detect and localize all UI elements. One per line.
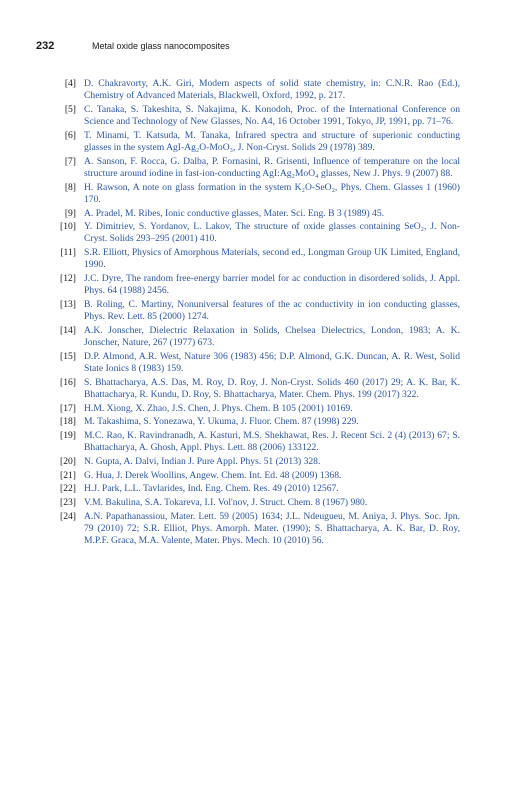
reference-number: [4] [64,78,76,89]
page-number: 232 [36,40,55,52]
reference-item [40,416,460,428]
reference-number: [13] [60,298,76,310]
running-head [36,40,496,54]
reference-list [40,78,460,549]
reference-text[interactable]: T. Minami, T. Katsuda, M. Tanaka, Infrared spectra and structure of superionic conducting glasses in the system AgI-Ag₂O-MoO₃, J. Non-Cryst. Solids 29 (1978) 389. [84,129,460,154]
reference-text[interactable]: N. Gupta, A. Dalvi, Indian J. Pure Appl. Phys. 51 (2013) 328. [84,455,321,467]
reference-item [40,325,460,349]
reference-text[interactable]: H.M. Xiong, X. Zhao, J.S. Chen, J. Phys. Chem. B 105 (2001) 10169. [84,402,353,414]
reference-text[interactable]: M. Takashima, S. Yonezawa, Y. Ukuma, J. Fluor. Chem. 87 (1998) 229. [84,416,359,428]
reference-item [40,511,460,548]
reference-item [40,247,460,271]
reference-number: [11] [60,247,76,259]
reference-text[interactable]: C. Tanaka, S. Takeshita, S. Nakajima, K. Konodoh, Proc. of the International Conference on Science and Technology of New Glasses, No. A4, 16 October 1991, Tokyo, JP, 1991, pp. 71–76. [84,103,460,128]
reference-text[interactable]: D.P. Almond, A.R. West, Nature 306 (1983) 456; D.P. Almond, G.K. Duncan, A. R. West, Solid State Ionics 8 (1983) 159. [84,350,460,374]
reference-text[interactable]: A. Sanson, F. Rocca, G. Dalba, P. Fornasini, R. Grisenti, Influence of temperature on the local structure around iodine in fast-ion-conducting AgI:Ag₂MoO₄ glasses, New J. Phys. 9 (2007) 88. [84,155,460,179]
reference-text[interactable]: B. Roling, C. Martiny, Nonuniversal features of the ac conductivity in ion conducting glasses, Phys. Rev. Lett. 85 (2000) 1274. [84,298,460,323]
reference-number: [18] [60,416,76,428]
reference-item [40,130,460,154]
reference-number: [10] [60,221,76,233]
reference-item [40,403,460,415]
reference-item [40,221,460,245]
reference-text[interactable]: A.N. Papathanassiou, Mater. Lett. 59 (2005) 1634; J.L. Ndeugueu, M. Aniya, J. Phys. Soc. Jpn. 79 (2010) 72; S.R. Elliot, Phys. Amorph. Mater. (1990); S. Bhattacharya, A. K. Bar, D. Roy, M.P.F. Graca, M.A. Valente, Mater. Phys. Mech. 10 (2010) 56. [84,510,460,547]
reference-text[interactable]: M.C. Rao, K. Ravindranadh, A. Kasturi, M.S. Shekhawat, Res. J. Recent Sci. 2 (4) (2013) 67; S. Bhattacharya, A. Ghosh, Appl. Phys. Lett. 88 (2006) 133122. [84,429,460,454]
reference-number: [16] [60,376,76,388]
reference-item [40,470,460,482]
reference-item [40,430,460,454]
reference-item [40,156,460,180]
reference-number: [19] [60,429,76,441]
reference-text[interactable]: H. Rawson, A note on glass formation in the system K₂O-SeO₂, Phys. Chem. Glasses 1 (1960) 170. [84,181,460,205]
reference-number: [22] [60,483,76,495]
reference-number: [6] [64,129,76,141]
reference-text[interactable]: S. Bhattacharya, A.S. Das, M. Roy, D. Roy, J. Non-Cryst. Solids 460 (2017) 29; A. K. Bar, K. Bhattacharya, R. Kundu, D. Roy, S. Bhattacharya, Mater. Chem. Phys. 199 (2017) 322. [84,376,460,400]
reference-text[interactable]: G. Hua, J. Derek Woollins, Angew. Chem. Int. Ed. 48 (2009) 1368. [84,469,342,481]
reference-number: [24] [60,510,76,522]
reference-text[interactable]: S.R. Elliott, Physics of Amorphous Materials, second ed., Longman Group UK Limited, England, 1990. [84,247,460,271]
running-title: Metal oxide glass nanocomposites [92,41,230,51]
reference-text[interactable]: A.K. Jonscher, Dielectric Relaxation in Solids, Chelsea Dielectrics, London, 1983; A. K. Jonscher, Nature, 267 (1977) 673. [84,324,460,349]
reference-number: [9] [64,207,76,219]
reference-number: [15] [60,350,76,362]
reference-item [40,208,460,220]
reference-item [40,273,460,297]
reference-number: [7] [64,155,76,167]
reference-item [40,456,460,468]
reference-text[interactable]: A. Pradel, M. Ribes, Ionic conductive glasses, Mater. Sci. Eng. B 3 (1989) 45. [84,207,385,219]
reference-number: [20] [60,455,76,467]
reference-item [40,497,460,509]
reference-number: [8] [64,181,76,193]
reference-number: [14] [60,324,76,336]
reference-item [40,351,460,375]
reference-text[interactable]: V.M. Bakulina, S.A. Tokareva, I.I. Vol'nov, J. Struct. Chem. 8 (1967) 980. [84,497,368,508]
reference-text[interactable]: J.C. Dyre, The random free-energy barrier model for ac conduction in disordered solids, J. Appl. Phys. 64 (1988) 2456. [84,273,460,297]
reference-number: [21] [60,469,76,481]
reference-number: [5] [64,103,76,115]
reference-text[interactable]: H.J. Park, L.L. Tavlarides, Ind. Eng. Chem. Res. 49 (2010) 12567. [84,483,339,495]
reference-number: [17] [60,402,76,414]
reference-item [40,483,460,495]
reference-text[interactable]: Y. Dimitriev, S. Yordanov, L. Lakov, The structure of oxide glasses containing SeO₂, J. Non-Cryst. Solids 293–295 (2001) 410. [84,221,460,245]
reference-item [40,377,460,401]
reference-item [40,182,460,206]
reference-item [40,78,460,102]
reference-text[interactable]: D. Chakravorty, A.K. Giri, Modern aspects of solid state chemistry, in: C.N.R. Rao (Ed.), Chemistry of Advanced Materials, Blackwell, Oxford, 1992, p. 217. [84,78,460,102]
reference-item [40,299,460,323]
reference-number: [23] [60,497,76,508]
reference-item [40,104,460,128]
reference-number: [12] [60,273,76,285]
